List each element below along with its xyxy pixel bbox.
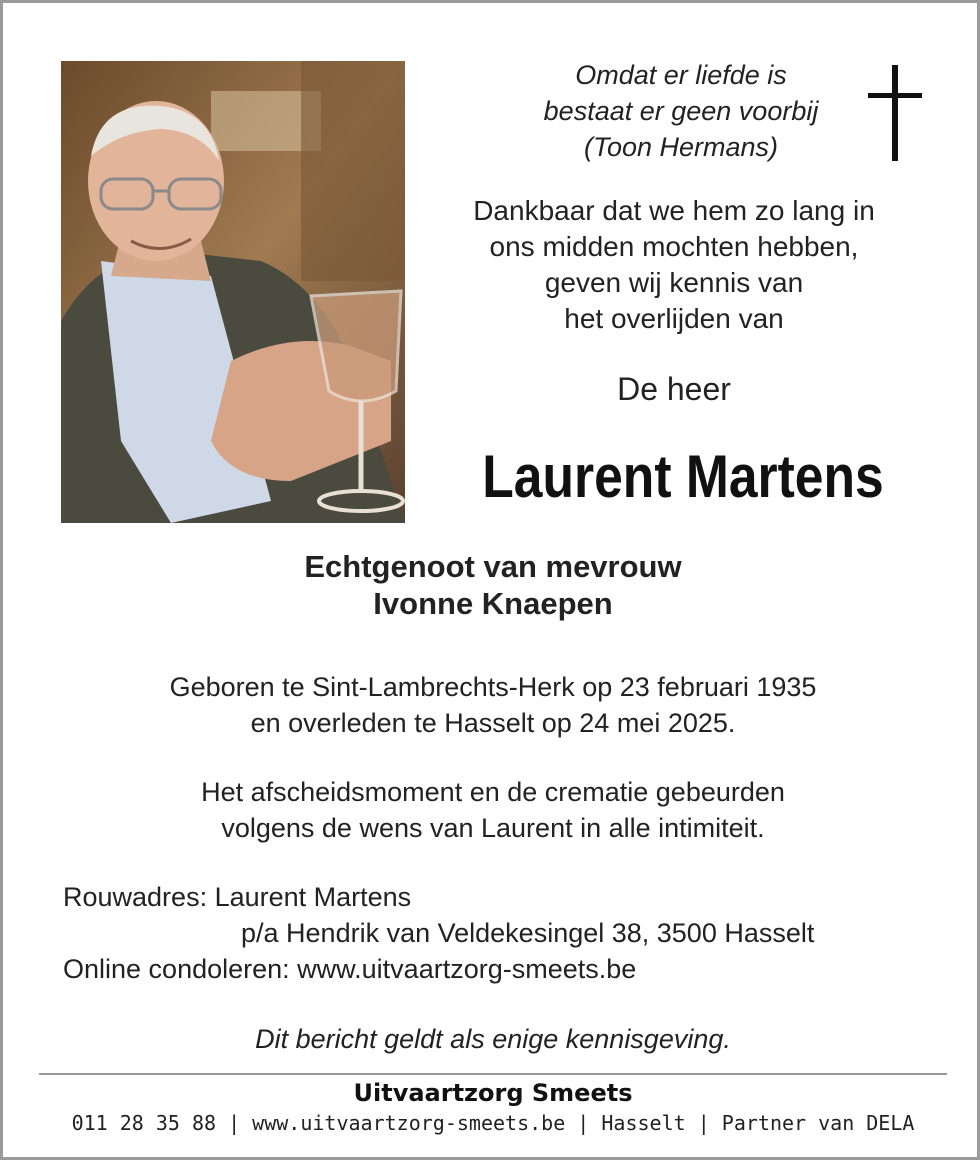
birth-line: Geboren te Sint-Lambrechts-Herk op 23 februari 1935 bbox=[169, 672, 817, 702]
intro-line: het overlijden van bbox=[564, 303, 784, 334]
notice-text: Dit bericht geldt als enige kennisgeving. bbox=[255, 1024, 731, 1054]
address-street: p/a Hendrik van Veldekesingel 38, 3500 Hasselt bbox=[241, 918, 815, 948]
spouse-block bbox=[3, 548, 980, 622]
quote-line: bestaat er geen voorbij bbox=[543, 96, 819, 126]
farewell-info bbox=[3, 774, 980, 846]
funeral-company-details: 011 28 35 88 | www.uitvaartzorg-smeets.be | Hasselt | Partner van DELA bbox=[71, 1111, 915, 1135]
birth-death-info bbox=[3, 669, 980, 741]
footer-divider bbox=[39, 1073, 947, 1075]
farewell-line: volgens de wens van Laurent in alle intimiteit. bbox=[221, 813, 765, 843]
death-line: en overleden te Hasselt op 24 mei 2025. bbox=[250, 708, 736, 738]
intro-line: ons midden mochten hebben, bbox=[489, 231, 859, 262]
portrait-photo bbox=[61, 61, 405, 523]
farewell-line: Het afscheidsmoment en de crematie gebeurden bbox=[201, 777, 785, 807]
quote-block bbox=[481, 57, 881, 165]
address-name: Rouwadres: Laurent Martens bbox=[63, 882, 412, 912]
intro-line: Dankbaar dat we hem zo lang in bbox=[473, 195, 875, 226]
spouse-line: Echtgenoot van mevrouw bbox=[304, 549, 682, 584]
quote-attribution: (Toon Hermans) bbox=[583, 132, 779, 162]
funeral-company-name: Uitvaartzorg Smeets bbox=[353, 1079, 633, 1107]
spouse-name: Ivonne Knaepen bbox=[373, 586, 613, 621]
deceased-name: Laurent Martens bbox=[482, 443, 884, 510]
honorific: De heer bbox=[617, 371, 731, 407]
intro-line: geven wij kennis van bbox=[544, 267, 804, 298]
intro-text bbox=[443, 193, 905, 337]
cross-icon bbox=[865, 65, 927, 165]
address-block bbox=[63, 879, 943, 987]
portrait-illustration bbox=[61, 61, 405, 523]
quote-line: Omdat er liefde is bbox=[575, 60, 787, 90]
condolence-link[interactable]: Online condoleren: www.uitvaartzorg-smeets.be bbox=[63, 954, 637, 984]
